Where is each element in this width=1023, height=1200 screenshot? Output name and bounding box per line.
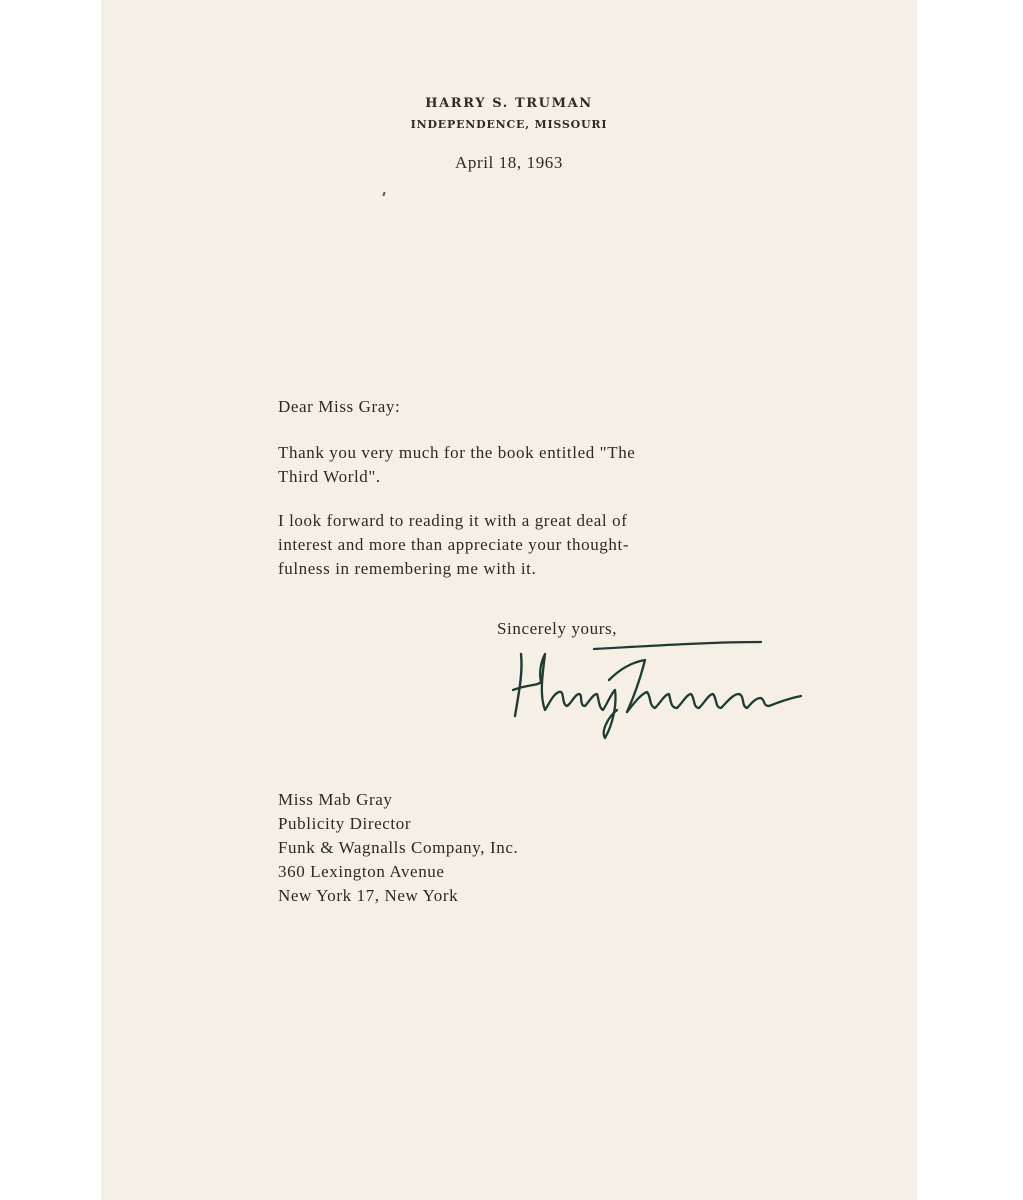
body-line: Third World". [278, 467, 381, 486]
letterhead-location: INDEPENDENCE, MISSOURI [410, 118, 608, 131]
address-line: Miss Mab Gray [278, 790, 393, 809]
address-line: Funk & Wagnalls Company, Inc. [278, 838, 519, 857]
body-paragraph-2 [278, 509, 629, 581]
address-line: New York 17, New York [278, 886, 459, 905]
body-line: I look forward to reading it with a great deal of [278, 511, 628, 530]
signature [499, 632, 804, 742]
address-line: Publicity Director [278, 814, 412, 833]
address-line: 360 Lexington Avenue [278, 862, 445, 881]
letter-date: April 18, 1963 [454, 153, 564, 172]
paper-speck [382, 192, 385, 196]
salutation: Dear Miss Gray: [278, 397, 401, 416]
recipient-address [278, 788, 518, 908]
body-line: fulness in remembering me with it. [278, 559, 537, 578]
letter-sheet [101, 0, 917, 1200]
signature-strokes [513, 642, 801, 738]
closing: Sincerely yours, [497, 619, 618, 638]
body-line: interest and more than appreciate your thought- [278, 535, 630, 554]
body-line: Thank you very much for the book entitled "The [278, 443, 636, 462]
body-paragraph-1 [278, 441, 635, 489]
letterhead-name: HARRY S. TRUMAN [425, 96, 593, 111]
